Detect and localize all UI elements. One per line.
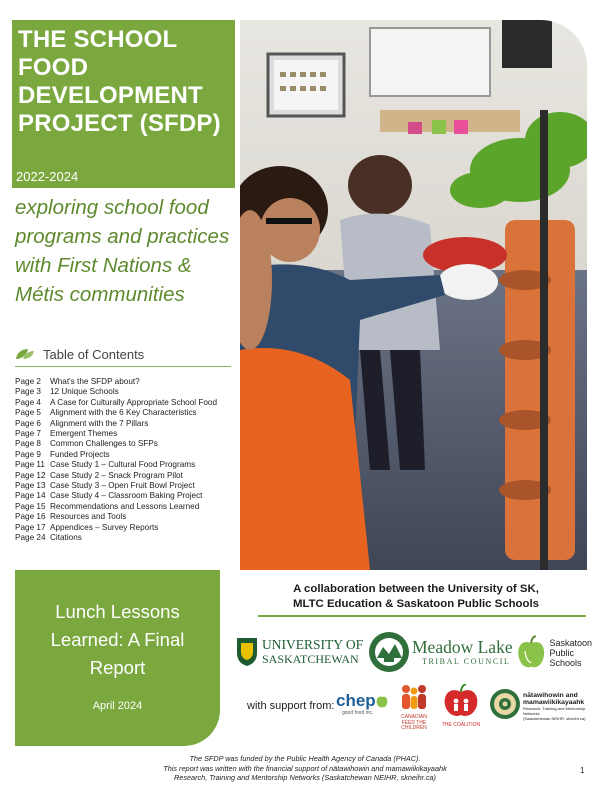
toc-page-number: Page 17: [15, 522, 46, 532]
chep-name: chep: [336, 691, 376, 710]
toc-row[interactable]: [15, 387, 241, 397]
toc-page-number: Page 5: [15, 408, 41, 418]
collaboration-line: MLTC Education & Saskatoon Public Schools: [293, 598, 539, 610]
apple-icon: [516, 633, 546, 673]
toc-entry-label: Resources and Tools: [50, 512, 127, 522]
coalition-name: THE COALITION: [441, 722, 481, 728]
canadian-feed-the-children-logo: [397, 684, 431, 732]
neihr-title-line: nātawihowin and: [523, 692, 578, 699]
toc-page-number: Page 2: [15, 377, 41, 386]
toc-entry-label: Funded Projects: [50, 449, 110, 459]
toc-entry-label: Common Challenges to SFPs: [50, 439, 158, 449]
toc-entry-label: Alignment with the 6 Key Characteristics: [50, 408, 197, 418]
toc-page-number: Page 4: [15, 397, 41, 407]
toc-page-number: Page 9: [15, 449, 41, 459]
support-label: with support from:: [247, 700, 335, 712]
funding-line: This report was written with the financial support of nātawihowin and mamawiikikayaahk: [163, 763, 447, 773]
neihr-seal: [489, 688, 521, 720]
toc-page-number: Page 13: [15, 481, 46, 491]
saskatoon-public-schools-logo: [516, 632, 592, 674]
title-block: [12, 20, 235, 188]
toc-entry-label: Citations: [50, 533, 82, 543]
toc-row[interactable]: [15, 491, 241, 501]
neihr-logo-text: [523, 692, 597, 722]
cffc-name-line: CANADIAN: [401, 714, 427, 720]
title-line: DEVELOPMENT: [18, 82, 203, 109]
toc-page-number: Page 6: [15, 418, 41, 428]
toc-page-number: Page 24: [15, 533, 46, 543]
funding-line: Research, Training and Mentorship Networks (Saskatchewan NEIHR, skneihr.ca): [174, 773, 436, 782]
mltc-name: Meadow Lake: [412, 637, 513, 657]
leaf-icon: [15, 348, 35, 360]
collaboration-statement: [246, 582, 586, 612]
classroom-photo: [240, 20, 587, 570]
chep-logo: [336, 692, 388, 718]
final-report-title-line: Learned: A Final: [50, 629, 185, 650]
funding-line: The SFDP was funded by the Public Health Agency of Canada (PHAC).: [189, 754, 421, 763]
toc-entry-label: Appendices – Survey Reports: [50, 522, 159, 532]
toc-row[interactable]: [15, 533, 241, 543]
toc-row[interactable]: [15, 398, 241, 408]
toc-page-number: Page 14: [15, 491, 46, 501]
uofs-logo: [236, 634, 364, 670]
sps-name-line: Public: [549, 648, 574, 658]
toc-row[interactable]: [15, 512, 241, 522]
toc-row[interactable]: [15, 439, 241, 449]
toc-page-number: Page 16: [15, 512, 46, 522]
title-line: THE SCHOOL: [18, 26, 178, 53]
coalition-logo: [440, 684, 482, 728]
apple-icon: [440, 684, 482, 718]
title-line: PROJECT (SFDP): [18, 110, 221, 137]
toc-entry-label: Case Study 3 – Open Fruit Bowl Project: [50, 481, 195, 491]
final-report-title-line: Lunch Lessons: [55, 601, 180, 622]
toc-row[interactable]: [15, 502, 241, 512]
uofs-shield-icon: [236, 637, 258, 667]
toc-entry-label: A Case for Culturally Appropriate School Food: [50, 397, 218, 407]
apple-icon: [376, 694, 388, 708]
report-title: [18, 26, 229, 138]
report-title-box: [15, 570, 220, 746]
funding-note: [95, 754, 515, 783]
toc-row[interactable]: [15, 408, 241, 418]
cffc-name-line: CHILDREN: [401, 725, 427, 732]
toc-page-number: Page 15: [15, 501, 46, 511]
toc-title: Table of Contents: [43, 346, 145, 362]
toc-page-number: Page 12: [15, 470, 46, 480]
toc-page-number: Page 8: [15, 439, 41, 449]
toc-entry-label: Case Study 1 – Cultural Food Programs: [50, 460, 196, 470]
neihr-subtitle-line: (Saskatchewan NEIHR, skneihr.ca): [523, 716, 586, 722]
toc-row[interactable]: [15, 429, 241, 439]
toc-header: [15, 344, 237, 364]
toc-row[interactable]: [15, 377, 241, 387]
toc-entry-label: 12 Unique Schools: [50, 387, 119, 397]
title-line: FOOD: [18, 54, 89, 81]
toc-row[interactable]: [15, 471, 241, 481]
toc-page-number: Page 7: [15, 429, 41, 439]
project-years: 2022-2024: [16, 169, 79, 184]
cffc-name-line: FEED THE: [401, 719, 427, 726]
neihr-title-line: mamawiikikayaahk: [523, 699, 585, 707]
collaboration-line: A collaboration between the University of SK,: [293, 583, 539, 595]
report-subtitle: exploring school food programs and practices with First Nations & Métis communities: [15, 196, 230, 306]
uofs-name-line: SASKATCHEWAN: [262, 652, 359, 666]
toc-entry-label: What's the SFDP about?: [50, 377, 140, 386]
toc-row[interactable]: [15, 450, 241, 460]
toc-entry-label: Case Study 4 – Classroom Baking Project: [50, 491, 203, 501]
divider: [15, 366, 231, 367]
toc-page-number: Page 3: [15, 387, 41, 397]
people-icon: [397, 684, 431, 710]
sps-name-line: Saskatoon: [549, 638, 592, 648]
toc-row[interactable]: [15, 523, 241, 533]
page-number: 1: [580, 766, 585, 775]
toc-row[interactable]: [15, 460, 241, 470]
report-date: April 2024: [92, 700, 143, 712]
toc-entry-label: Emergent Themes: [50, 429, 118, 439]
uofs-name-line: UNIVERSITY OF: [262, 637, 364, 652]
toc-entry-label: Alignment with the 7 Pillars: [50, 418, 149, 428]
final-report-title: [15, 598, 220, 682]
divider: [258, 615, 586, 617]
chep-subtitle: good food inc.: [342, 710, 374, 716]
final-report-title-line: Report: [89, 657, 146, 678]
mltc-education-seal: [368, 631, 410, 673]
neihr-subtitle-line: Research, Training and Mentorship Networks: [523, 706, 586, 717]
mltc-subtitle: TRIBAL COUNCIL: [422, 657, 511, 666]
sps-name-line: Schools: [549, 658, 582, 668]
toc-page-number: Page 11: [15, 460, 45, 470]
toc-row[interactable]: [15, 481, 241, 491]
toc-row[interactable]: [15, 419, 241, 429]
toc-entry-label: Case Study 2 – Snack Program Pilot: [50, 470, 183, 480]
meadow-lake-tribal-council-logo: [412, 638, 516, 672]
toc-list: [15, 377, 241, 544]
toc-entry-label: Recommendations and Lessons Learned: [50, 501, 200, 511]
